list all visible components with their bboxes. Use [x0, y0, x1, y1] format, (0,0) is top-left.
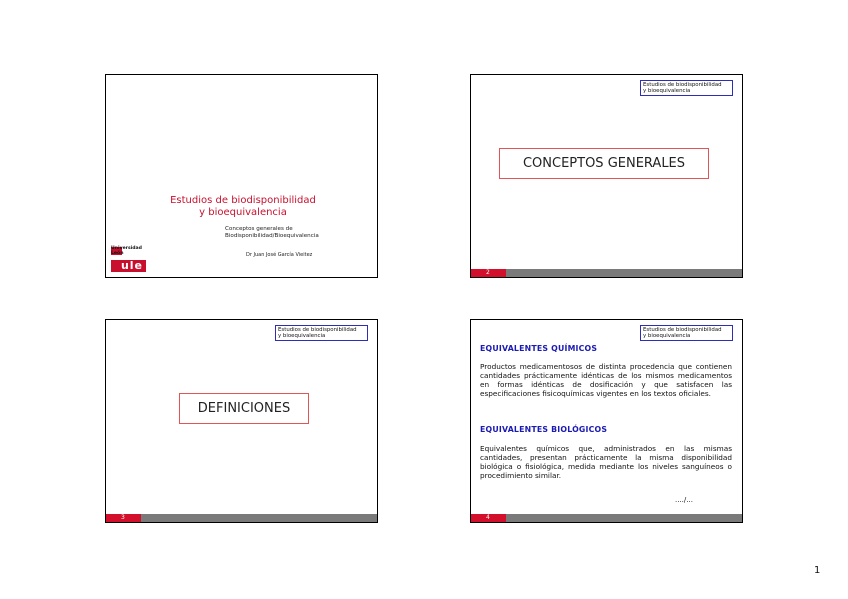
logo-text-line-1: Universidad — [111, 246, 142, 251]
slide-header-tag — [640, 325, 733, 341]
slide-4-thumbnail — [470, 319, 743, 523]
heading-chemical-equivalents: EQUIVALENTES QUÍMICOS — [480, 344, 598, 353]
title-line-2: y bioequivalencia — [199, 207, 287, 218]
subtitle-line-2: Biodisponibilidad/Bioequivalencia — [225, 233, 319, 239]
title-line-1: Estudios de biodisponibilidad — [170, 195, 316, 206]
slide-header-tag — [640, 80, 733, 96]
slide-footer — [471, 269, 742, 277]
slide-footer — [471, 514, 742, 522]
slide-header-tag — [275, 325, 368, 341]
slide-1-thumbnail — [105, 74, 378, 278]
slide-3-thumbnail — [105, 319, 378, 523]
tag-line-2: y bioequivalencia — [278, 333, 326, 340]
slide-number: 3 — [106, 514, 141, 522]
tag-line-1: Estudios de biodisponibilidad — [643, 327, 722, 333]
slide-1-subtitle — [225, 226, 319, 240]
slide-1-title — [106, 195, 378, 219]
heading-biological-equivalents: EQUIVALENTES BIOLÓGICOS — [480, 425, 608, 434]
logo-text-line-2: León — [111, 250, 124, 256]
slide-number: 4 — [471, 514, 506, 522]
slide-1-author: Dr Juan José García Vieitez — [246, 252, 313, 258]
logo-mark: ule — [111, 260, 146, 272]
slide-footer — [106, 514, 377, 522]
paragraph-biological-equivalents: Equivalentes químicos que, administrados en las mismas cantidades, presentan prácticamente la misma disponibilidad biológica o fisiológica, medida mediante los niveles sanguíneos o procedimiento similar. — [480, 444, 732, 480]
section-title: CONCEPTOS GENERALES — [499, 148, 709, 179]
subtitle-line-1: Conceptos generales de — [225, 226, 293, 232]
university-logo — [111, 247, 147, 273]
tag-line-1: Estudios de biodisponibilidad — [643, 82, 722, 88]
slide-number: 2 — [471, 269, 506, 277]
tag-line-1: Estudios de biodisponibilidad — [278, 327, 357, 333]
slide-2-thumbnail — [470, 74, 743, 278]
tag-line-2: y bioequivalencia — [643, 88, 691, 95]
paragraph-chemical-equivalents: Productos medicamentosos de distinta procedencia que contienen cantidades prácticamente idénticas de los mismos medicamentos en formas idénticas de dosificación y que satisfacen las especificaciones fisicoquímicas vigentes en los textos oficiales. — [480, 362, 732, 398]
logo-text — [111, 247, 142, 256]
tag-line-2: y bioequivalencia — [643, 333, 691, 340]
section-title: DEFINICIONES — [179, 393, 309, 424]
page-number: 1 — [814, 565, 821, 576]
continuation-mark: ..../... — [675, 496, 693, 504]
